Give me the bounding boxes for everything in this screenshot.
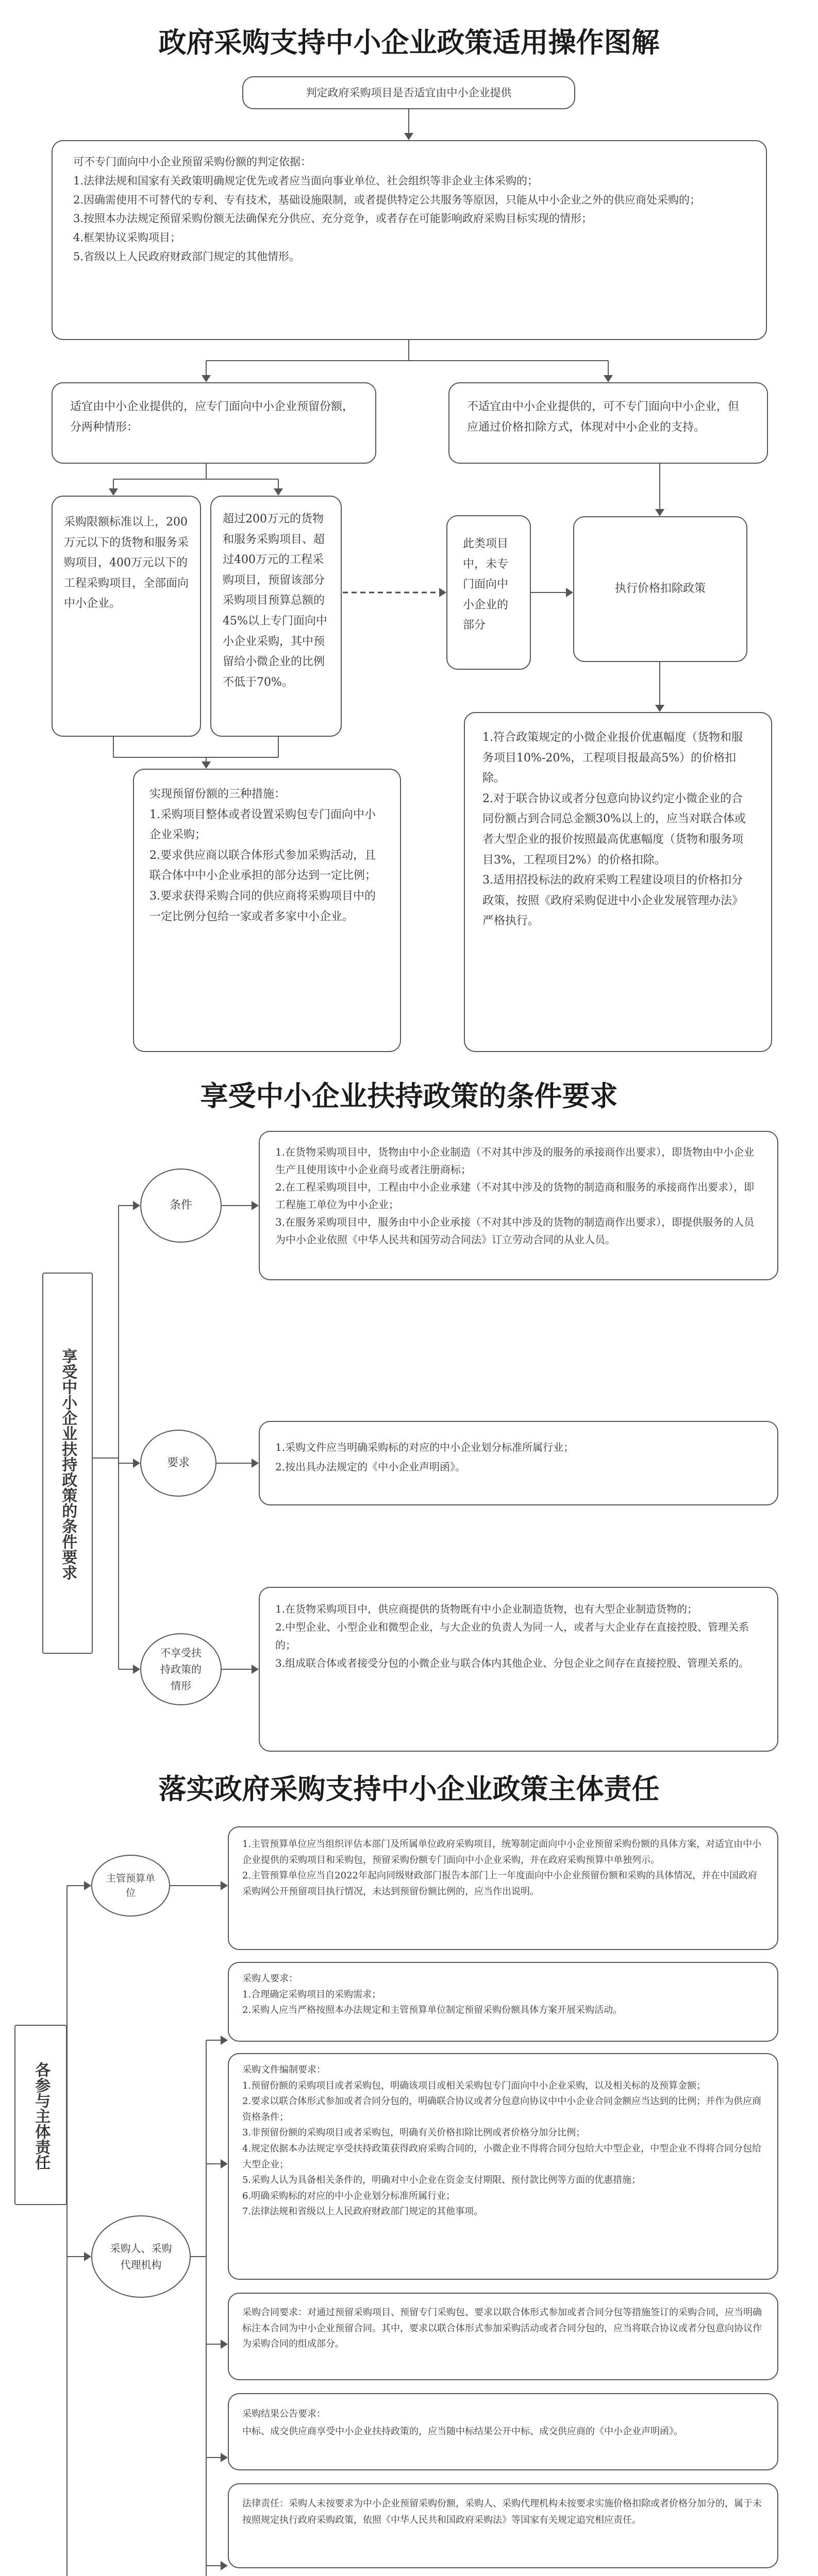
deduction-rule: 1.符合政策规定的小微企业报价优惠幅度（货物和服务项目10%-20%，工程项目报最高5%）的价格扣除。 <box>482 731 743 785</box>
deduction-rule: 3.适用招投标法的政府采购工程建设项目的价格扣分政策，按照《政府采购促进中小企业发展管理办法》严格执行。 <box>482 874 744 928</box>
agency-box-item: 2.要求以联合体形式参加或者合同分包的，明确联合协议或者分包意向协议中中小企业合同金额应当达到的比例；并作为供应商资格条件； <box>242 2096 762 2123</box>
condition-label: 条件 <box>169 1198 192 1212</box>
section3-title: 落实政府采购支持中小企业政策主体责任 <box>158 1772 660 1805</box>
below-limit-box <box>52 496 201 737</box>
three-ways-line: 3.要求获得采购合同的供应商将采购项目中的一定比例分包给一家或者多家中小企业。 <box>149 889 376 923</box>
conditions-line: 3.按照本办法规定预留采购份额无法确保充分供应、充分竞争，或者存在可能影响政府采购目标实现的情形； <box>73 212 593 225</box>
agency-node <box>91 2215 191 2298</box>
conditions-line: 1.法律法规和国家有关政策明确规定优先或者应当面向事业单位、社会组织等非企业主体采购的； <box>73 174 539 187</box>
conditions-line: 2.因确需使用不可替代的专利、专有技术，基础设施限制，或者提供特定公共服务等原因，只能从中小企业之外的供应商处采购的； <box>73 193 701 206</box>
agency-box-item: 7.法律法规和省级以上人民政府财政部门规定的其他事项。 <box>242 2206 483 2217</box>
budget-unit-item: 1.主管预算单位应当组织评估本部门及所属单位政府采购项目，统筹制定面向中小企业预留采购份额的具体方案，对适宜由中小企业提供的采购项目和采购包，预留采购份额专门面向中小企业采购，并在政府采购预算中单独列示。 <box>242 1839 762 1866</box>
unsuitable-box <box>448 382 768 464</box>
condition-item: 2.在工程采购项目中，工程由中小企业承建（不对其中涉及的货物的制造商和服务的承接商作出要求），即工程施工单位为中小企业； <box>275 1181 755 1211</box>
below-limit-text: 采购限额标准以上，200万元以下的货物和服务采购项目，400万元以下的工程采购项目，全部面向中小企业。 <box>64 516 189 611</box>
exclusion-item: 1.在货物采购项目中，供应商提供的货物既有中小企业制造货物，也有大型企业制造货物的； <box>275 1603 698 1615</box>
agency-box-requirements <box>228 1962 778 2042</box>
three-ways-line: 1.采购项目整体或者设置采购包专门面向中小企业采购； <box>149 808 376 842</box>
agency-box-contract <box>228 2293 778 2380</box>
three-ways-line: 2.要求供应商以联合体形式参加采购活动，且联合体中中小企业承担的部分达到一定比例； <box>149 849 377 883</box>
exclusion-detail-box <box>259 1587 778 1752</box>
agency-box-title: 采购合同要求：对通过预留采购项目、预留专门采购包、要求以联合体形式参加或者合同分包等措施签订的采购合同，应当明确标注本合同为中小企业预留合同。其中，要求以联合体形式参加采购活动或者合同分包的，应当将联合协议或者分包意向协议作为采购合同的组成部分。 <box>242 2307 762 2350</box>
section3-side-box <box>14 2025 67 2205</box>
requirement-item: 2.按出具办法规定的《中小企业声明函》。 <box>275 1461 466 1473</box>
conditions-line: 可不专门面向中小企业预留采购份额的判定依据： <box>73 156 311 168</box>
agency-box-item: 6.明确采购标的对应的中小企业划分标准所属行业； <box>242 2190 456 2201</box>
top-judgement-text: 判定政府采购项目是否适宜由中小企业提供 <box>306 86 512 99</box>
exclusion-label: 不享受扶持政策的情形 <box>160 1647 202 1692</box>
agency-box-documents <box>228 2053 778 2280</box>
price-deduction-text: 执行价格扣除政策 <box>614 582 706 596</box>
section2-side-box <box>42 1273 93 1654</box>
top-judgement-box <box>242 76 575 109</box>
exclusion-item: 2.中型企业、小型企业和微型企业，与大企业的负责人为同一人，或者与大企业存在直接控股、管理关系的； <box>275 1621 749 1651</box>
condition-item: 3.在服务采购项目中，服务由中小企业承接（不对其中涉及的货物的制造商作出要求），即提供服务的人员为中小企业依照《中华人民共和国劳动合同法》订立劳动合同的从业人员。 <box>275 1216 755 1246</box>
requirement-detail-box <box>259 1421 778 1505</box>
suitable-text: 适宜由中小企业提供的，应专门面向中小企业预留份额，分两种情形： <box>70 400 354 434</box>
unsuitable-text: 不适宜由中小企业提供的，可不专门面向中小企业，但应通过价格扣除方式，体现对中小企业的支持。 <box>467 400 740 434</box>
agency-label: 采购人、采购代理机构 <box>110 2242 172 2271</box>
price-deduction-box <box>573 516 747 662</box>
agency-box-item: 中标、成交供应商享受中小企业扶持政策的，应当随中标结果公开中标、成交供应商的《中小企业声明函》。 <box>242 2426 683 2437</box>
section3-side-label: 各参与主体责任 <box>32 2062 51 2170</box>
section2-side-label: 享受中小企业扶持政策的条件要求 <box>59 1348 77 1580</box>
budget-unit-node <box>91 1855 170 1917</box>
above-limit-box <box>210 496 342 737</box>
condition-detail-box <box>259 1131 778 1280</box>
conditions-box <box>52 140 767 340</box>
section2-title: 享受中小企业扶持政策的条件要求 <box>200 1079 618 1112</box>
three-ways-line: 实现预留份额的三种措施： <box>149 788 286 801</box>
exclusion-item: 3.组成联合体或者接受分包的小微企业与联合体内其他企业、分包企业之间存在直接控股、管理关系的。 <box>275 1657 749 1669</box>
exclusion-label-node <box>140 1633 222 1705</box>
budget-unit-item: 2.主管预算单位应当自2022年起向同级财政部门报告本部门上一年度面向中小企业预留份额和采购的具体情况，并在中国政府采购网公开预留项目执行情况，未达到预留份额比例的，应当作出说明。 <box>242 1870 757 1897</box>
above-limit-text: 超过200万元的货物和服务采购项目、超过400万元的工程采购项目，预留该部分采购项目预算总额的45%以上专门面向中小企业采购，其中预留给小微企业的比例不低于70%。 <box>223 513 327 689</box>
agency-box-item: 1.合理确定采购项目的采购需求； <box>242 1989 381 2000</box>
agency-box-item: 3.非预留份额的采购项目或者采购包，明确有关价格扣除比例或者价格分加分比例； <box>242 2127 586 2139</box>
agency-box-title: 采购结果公告要求： <box>242 2409 326 2419</box>
agency-box-item: 1.预留份额的采购项目或者采购包，明确该项目或相关采购包专门面向中小企业采购，以及相关标的及预算金额； <box>242 2080 706 2091</box>
requirement-label-node <box>140 1430 216 1497</box>
deduction-rule: 2.对于联合协议或者分包意向协议约定小微企业的合同份额占到合同总金额30%以上的，应当对联合体或者大型企业的报价按照最高优惠幅度（货物和服务项目3%，工程项目2%）的价格扣除。 <box>482 792 746 867</box>
condition-item: 1.在货物采购项目中，货物由中小企业制造（不对其中涉及的服务的承接商作出要求），即货物由中小企业生产且使用该中小企业商号或者注册商标； <box>275 1146 755 1176</box>
requirement-item: 1.采购文件应当明确采购标的对应的中小企业划分标准所属行业； <box>275 1441 574 1453</box>
budget-unit-label: 主管预算单位 <box>106 1872 155 1899</box>
agency-box-announcement <box>228 2393 778 2470</box>
condition-label-node <box>140 1168 222 1243</box>
section1-title: 政府采购支持中小企业政策适用操作图解 <box>158 26 660 59</box>
requirement-label: 要求 <box>166 1456 190 1469</box>
deduction-rules-box <box>464 712 772 1052</box>
suitable-box <box>52 382 376 464</box>
agency-box-item: 2.采购人应当严格按照本办法规定和主管预算单位制定预留采购份额具体方案开展采购活动。 <box>242 2005 623 2016</box>
agency-box-title: 采购人要求： <box>242 1973 298 1984</box>
budget-unit-detail-box <box>228 1826 778 1950</box>
agency-box-title: 采购文件编制要求： <box>242 2064 326 2075</box>
agency-box-item: 5.采购人认为具备相关条件的，明确对中小企业在资金支付期限、预付款比例等方面的优惠措施； <box>242 2175 641 2186</box>
agency-box-item: 4.规定依据本办法规定享受扶持政策获得政府采购合同的，小微企业不得将合同分包给大中型企业，中型企业不得将合同分包给大型企业； <box>242 2143 762 2170</box>
three-ways-box <box>133 769 401 1052</box>
not-reserved-box <box>446 515 531 670</box>
agency-box-title: 法律责任：采购人未按要求为中小企业预留采购份额，采购人、采购代理机构未按要求实施价格扣除或者价格分加分的，属于未按照规定执行政府采购政策，依照《中华人民共和国政府采购法》等国家有关规定追究相应责任。 <box>242 2498 762 2526</box>
agency-box-liability <box>228 2483 778 2568</box>
conditions-line: 4.框架协议采购项目； <box>73 231 181 244</box>
conditions-line: 5.省级以上人民政府财政部门规定的其他情形。 <box>73 250 301 263</box>
not-reserved-text: 此类项目中，未专门面向中小企业的部分 <box>463 537 509 632</box>
